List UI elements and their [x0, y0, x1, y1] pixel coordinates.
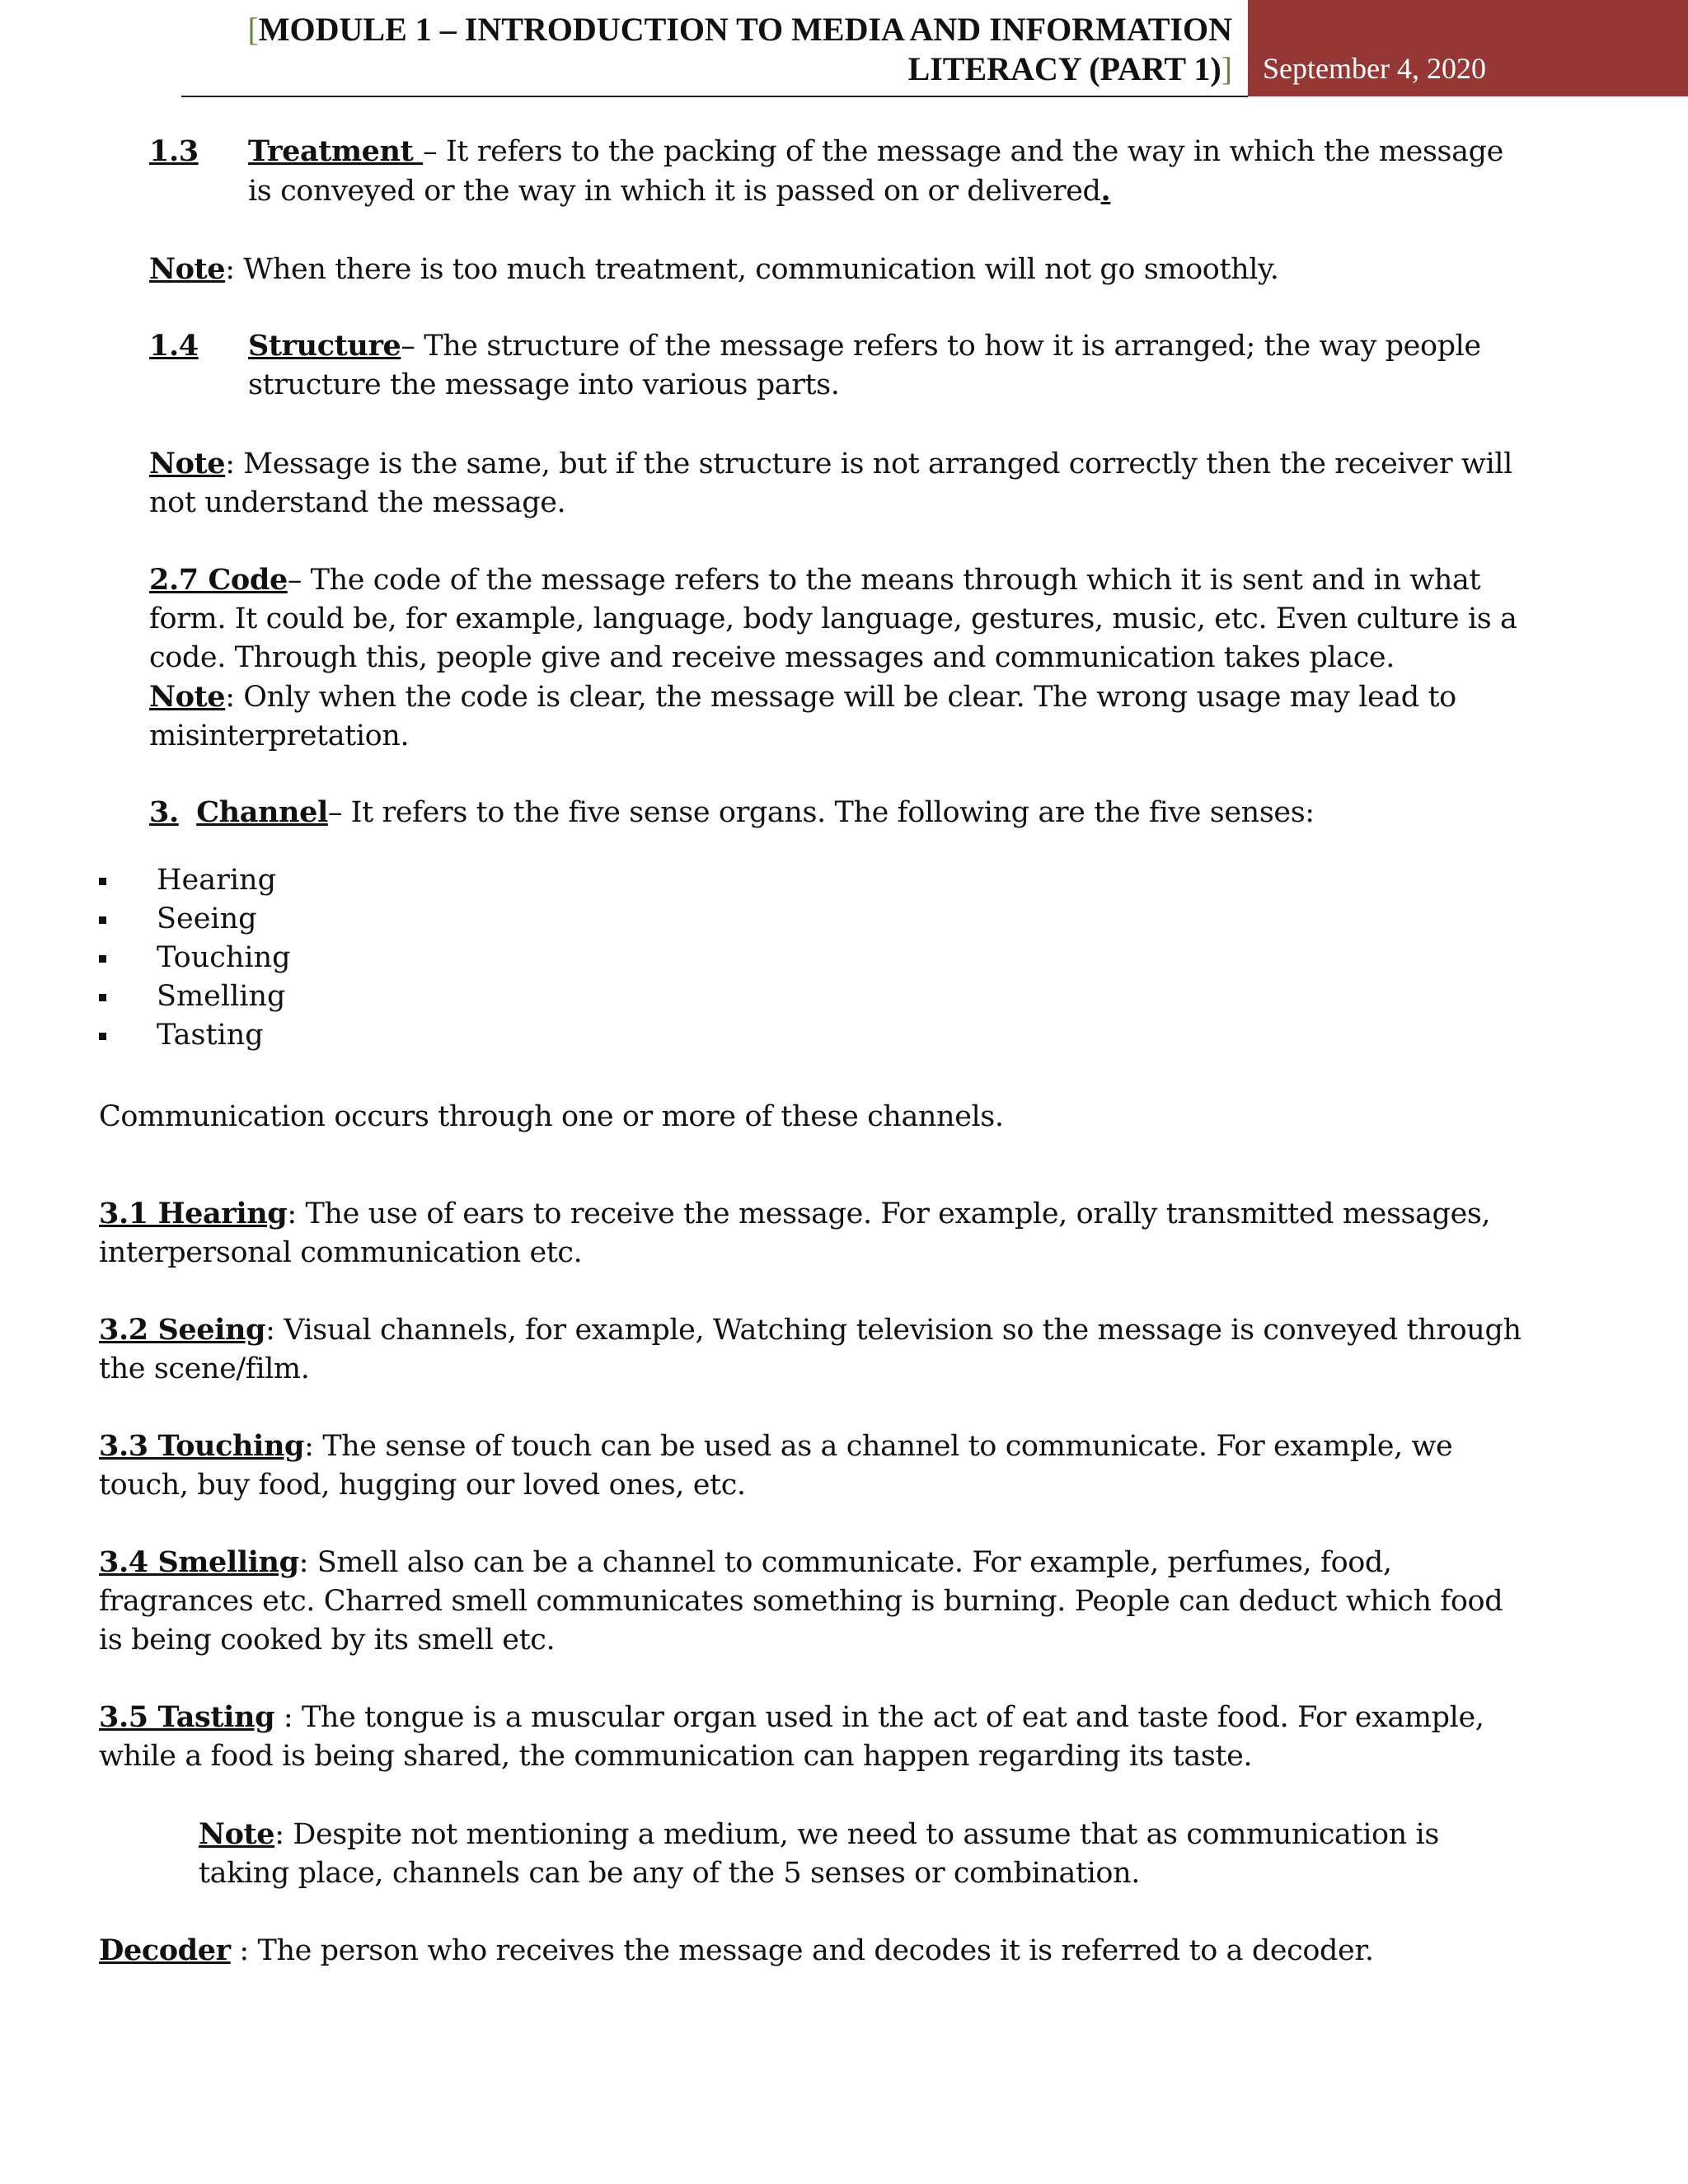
channels-summary: Communication occurs through one or more of these channels.: [99, 1100, 1004, 1133]
header-rule: [181, 96, 1248, 97]
note-label: Note: [199, 1817, 275, 1851]
note-treatment: Note: When there is too much treatment, communication will not go smoothly.: [149, 252, 1279, 286]
note-label: Note: [149, 680, 226, 714]
section-line: Structure– The structure of the message refers to how it is arranged; the way people: [248, 329, 1481, 363]
section-term: Structure: [248, 329, 401, 363]
section-term: 3.3 Touching: [99, 1429, 305, 1463]
section-code: 2.7 Code– The code of the message refers to the means through which it is sent and in what form. It could be, for example, language, body language, gestures, music, etc. Even culture is a code. Through this, people give and receive messages and communication takes place. Note: Only when the code is clear, the message will be clear. The wrong usage may lead to misinterpretation.: [149, 563, 1517, 752]
section-term: 3.1 Hearing: [99, 1197, 288, 1230]
header-bracket-open: [: [247, 11, 259, 48]
note-label: Note: [149, 252, 226, 286]
section-number: 1.4: [149, 329, 199, 363]
section-structure: [149, 326, 1481, 405]
section-term: 3.4 Smelling: [99, 1545, 299, 1579]
section-line: Treatment – It refers to the packing of the message and the way in which the message: [248, 134, 1503, 168]
section-term: Channel: [196, 795, 328, 829]
section-number: 3.: [149, 795, 179, 829]
section-channel: 3. Channel– It refers to the five sense organs. The following are the five senses:: [149, 795, 1315, 829]
section-seeing: 3.2 Seeing: Visual channels, for example, Watching television so the message is conveyed through the scene/film.: [99, 1313, 1522, 1385]
note-label: Note: [149, 447, 226, 480]
bullet-icon: [99, 1033, 106, 1040]
section-touching: 3.3 Touching: The sense of touch can be used as a channel to communicate. For example, we touch, buy food, hugging our loved ones, etc.: [99, 1429, 1453, 1502]
list-item: Tasting: [99, 1016, 291, 1055]
header-bracket-close: ]: [1221, 50, 1232, 87]
page-header-title: [165, 10, 1232, 89]
section-line: is conveyed or the way in which it is passed on or delivered.: [248, 174, 1111, 208]
bullet-icon: [99, 955, 106, 963]
section-smelling: 3.4 Smelling: Smell also can be a channel to communicate. For example, perfumes, food, fragrances etc. Charred smell communicates something is burning. People can deduct which food is being cooked by its smell etc.: [99, 1545, 1503, 1657]
section-decoder: Decoder : The person who receives the message and decodes it is referred to a decoder.: [99, 1933, 1374, 1967]
section-tasting: 3.5 Tasting : The tongue is a muscular organ used in the act of eat and taste food. For example, while a food is being shared, the communication can happen regarding its taste.: [99, 1700, 1484, 1773]
section-term: 2.7 Code: [149, 563, 288, 597]
note-structure: Note: Message is the same, but if the structure is not arranged correctly then the receiver will not understand the message.: [149, 447, 1512, 519]
list-item: Hearing: [99, 861, 291, 900]
list-item: Touching: [99, 939, 291, 977]
header-title-line1: [MODULE 1 – INTRODUCTION TO MEDIA AND INFORMATION: [247, 11, 1232, 48]
list-item: Smelling: [99, 977, 291, 1016]
section-term: Decoder: [99, 1933, 231, 1967]
bullet-icon: [99, 878, 106, 885]
senses-list: [99, 861, 291, 1055]
header-title-line2: LITERACY (PART 1)]: [907, 50, 1232, 87]
section-hearing: 3.1 Hearing: The use of ears to receive the message. For example, orally transmitted messages, interpersonal communication etc.: [99, 1197, 1491, 1269]
section-number: 1.3: [149, 134, 199, 168]
list-item: Seeing: [99, 900, 291, 939]
header-date: September 4, 2020: [1248, 0, 1688, 96]
section-line: structure the message into various parts.: [248, 368, 840, 401]
note-channel: Note: Despite not mentioning a medium, we need to assume that as communication is taking place, channels can be any of the 5 senses or combination.: [199, 1817, 1439, 1890]
section-term: 3.2 Seeing: [99, 1313, 266, 1347]
bullet-icon: [99, 916, 106, 924]
section-treatment: [149, 132, 1503, 211]
section-term: 3.5 Tasting: [99, 1700, 275, 1734]
bullet-icon: [99, 994, 106, 1001]
section-term: Treatment: [248, 134, 424, 168]
